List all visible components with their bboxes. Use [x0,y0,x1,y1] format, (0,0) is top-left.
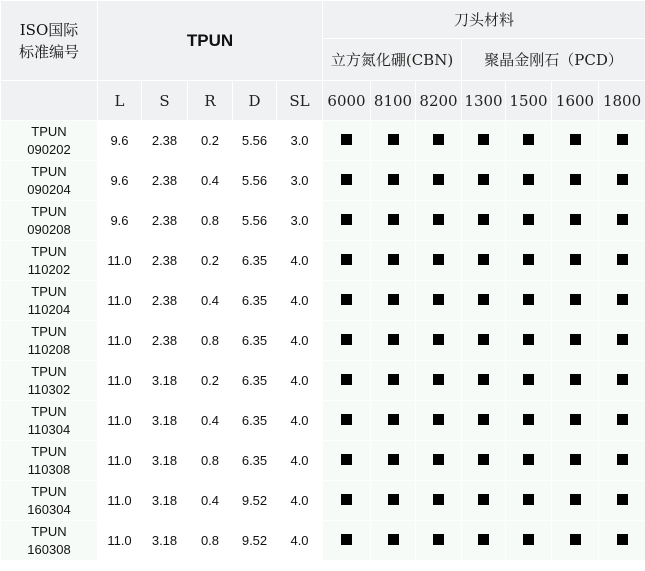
table-row [1,521,645,561]
dim-cell-D: 6.35 [233,281,277,321]
model-series: TPUN [31,283,67,299]
filled-square-icon [341,494,352,505]
dim-cell-R: 0.4 [188,161,233,201]
filled-square-icon [570,214,581,225]
filled-square-icon [433,254,444,265]
filled-square-icon [617,454,628,465]
filled-square-icon [570,374,581,385]
pcd-group-header: 聚晶金刚石（PCD） [462,39,645,81]
filled-square-icon [433,494,444,505]
availability-cell-8200 [416,441,462,481]
dim-cell-S: 2.38 [142,241,188,281]
filled-square-icon [478,134,489,145]
dim-cell-D: 6.35 [233,321,277,361]
table-row [1,441,645,481]
dim-cell-L: 11.0 [98,401,142,441]
filled-square-icon [388,414,399,425]
filled-square-icon [617,214,628,225]
availability-cell-1800 [599,121,645,161]
iso-header [1,1,98,81]
filled-square-icon [523,534,534,545]
dim-cell-SL: 4.0 [277,401,323,441]
filled-square-icon [570,134,581,145]
model-code-cell [1,161,98,201]
filled-square-icon [388,294,399,305]
availability-cell-1600 [552,121,599,161]
filled-square-icon [523,454,534,465]
filled-square-icon [433,174,444,185]
dim-cell-L: 11.0 [98,441,142,481]
filled-square-icon [433,134,444,145]
availability-cell-8200 [416,361,462,401]
availability-cell-1500 [506,401,552,441]
dim-cell-S: 2.38 [142,281,188,321]
col-header-8100: 8100 [371,81,416,121]
filled-square-icon [478,214,489,225]
model-number: 160308 [27,541,71,557]
availability-cell-6000 [323,201,371,241]
dim-cell-D: 6.35 [233,361,277,401]
dim-cell-L: 11.0 [98,361,142,401]
filled-square-icon [388,534,399,545]
dim-cell-S: 3.18 [142,401,188,441]
filled-square-icon [570,294,581,305]
availability-cell-8200 [416,241,462,281]
availability-cell-1500 [506,161,552,201]
model-number: 110204 [27,301,71,317]
availability-cell-8200 [416,281,462,321]
filled-square-icon [570,534,581,545]
filled-square-icon [478,494,489,505]
availability-cell-8100 [371,441,416,481]
filled-square-icon [617,534,628,545]
dim-cell-R: 0.8 [188,441,233,481]
availability-cell-1300 [462,121,506,161]
dim-cell-L: 11.0 [98,521,142,561]
availability-cell-6000 [323,521,371,561]
filled-square-icon [341,374,352,385]
availability-cell-1600 [552,481,599,521]
dim-cell-D: 5.56 [233,201,277,241]
col-header-1600: 1600 [552,81,599,121]
model-number: 110302 [27,381,71,397]
dim-cell-L: 11.0 [98,241,142,281]
filled-square-icon [570,334,581,345]
filled-square-icon [341,334,352,345]
availability-cell-1300 [462,361,506,401]
filled-square-icon [523,134,534,145]
col-header-D: D [233,81,277,121]
availability-cell-1800 [599,161,645,201]
availability-cell-1800 [599,281,645,321]
availability-cell-6000 [323,401,371,441]
availability-cell-1800 [599,401,645,441]
material-header: 刀头材料 [323,1,645,39]
availability-cell-1500 [506,521,552,561]
dim-cell-L: 11.0 [98,481,142,521]
model-code-cell [1,241,98,281]
model-number: 160304 [27,501,71,517]
dim-cell-SL: 4.0 [277,481,323,521]
availability-cell-8100 [371,521,416,561]
filled-square-icon [617,414,628,425]
availability-cell-8200 [416,161,462,201]
dim-cell-S: 2.38 [142,161,188,201]
availability-cell-8100 [371,321,416,361]
filled-square-icon [523,174,534,185]
availability-cell-1600 [552,361,599,401]
filled-square-icon [478,294,489,305]
model-series: TPUN [31,243,67,259]
filled-square-icon [523,374,534,385]
dim-cell-SL: 4.0 [277,321,323,361]
model-series: TPUN [31,363,67,379]
model-code-cell [1,521,98,561]
availability-cell-6000 [323,281,371,321]
filled-square-icon [523,414,534,425]
availability-cell-8200 [416,201,462,241]
availability-cell-1600 [552,321,599,361]
availability-cell-8100 [371,201,416,241]
dim-cell-SL: 4.0 [277,521,323,561]
filled-square-icon [617,174,628,185]
model-number: 110308 [27,461,71,477]
col-header-6000: 6000 [323,81,371,121]
availability-cell-1800 [599,521,645,561]
dim-cell-L: 11.0 [98,321,142,361]
filled-square-icon [478,174,489,185]
filled-square-icon [341,534,352,545]
dim-cell-R: 0.4 [188,481,233,521]
table-row [1,361,645,401]
dim-cell-D: 6.35 [233,441,277,481]
availability-cell-8200 [416,321,462,361]
model-code-cell [1,121,98,161]
filled-square-icon [478,534,489,545]
dim-cell-SL: 4.0 [277,361,323,401]
filled-square-icon [341,414,352,425]
availability-cell-1300 [462,481,506,521]
column-header-row [1,81,645,121]
availability-cell-1300 [462,321,506,361]
model-number: 090202 [27,141,71,157]
availability-cell-6000 [323,121,371,161]
filled-square-icon [570,414,581,425]
availability-cell-8200 [416,521,462,561]
dim-cell-L: 9.6 [98,121,142,161]
availability-cell-8100 [371,281,416,321]
dim-cell-SL: 4.0 [277,241,323,281]
filled-square-icon [617,374,628,385]
model-code-cell [1,201,98,241]
filled-square-icon [478,254,489,265]
availability-cell-6000 [323,241,371,281]
availability-cell-8100 [371,161,416,201]
col-header-1800: 1800 [599,81,645,121]
dim-cell-R: 0.8 [188,321,233,361]
filled-square-icon [570,254,581,265]
availability-cell-8100 [371,401,416,441]
model-series: TPUN [31,323,67,339]
availability-cell-1300 [462,401,506,441]
dim-cell-D: 5.56 [233,161,277,201]
availability-cell-1800 [599,481,645,521]
model-code-cell [1,281,98,321]
model-series: TPUN [31,483,67,499]
model-code-cell [1,401,98,441]
availability-cell-1500 [506,241,552,281]
availability-cell-1500 [506,361,552,401]
filled-square-icon [388,334,399,345]
table-row [1,321,645,361]
filled-square-icon [570,494,581,505]
col-header-SL: SL [277,81,323,121]
model-number: 110202 [27,261,71,277]
filled-square-icon [341,254,352,265]
dim-cell-L: 9.6 [98,161,142,201]
availability-cell-1300 [462,281,506,321]
filled-square-icon [433,534,444,545]
filled-square-icon [433,454,444,465]
dim-cell-L: 9.6 [98,201,142,241]
filled-square-icon [523,334,534,345]
filled-square-icon [433,374,444,385]
filled-square-icon [523,494,534,505]
dim-cell-S: 3.18 [142,361,188,401]
model-series: TPUN [31,523,67,539]
dim-cell-S: 2.38 [142,121,188,161]
availability-cell-1500 [506,441,552,481]
model-code-cell [1,441,98,481]
dim-cell-SL: 3.0 [277,161,323,201]
availability-cell-1500 [506,281,552,321]
table-row [1,281,645,321]
model-header: TPUN [98,1,323,81]
table-row [1,161,645,201]
availability-cell-1500 [506,321,552,361]
dim-cell-D: 5.56 [233,121,277,161]
filled-square-icon [523,294,534,305]
filled-square-icon [341,294,352,305]
dim-cell-D: 6.35 [233,401,277,441]
availability-cell-1800 [599,361,645,401]
col-header-L: L [98,81,142,121]
filled-square-icon [388,134,399,145]
dim-cell-S: 2.38 [142,201,188,241]
filled-square-icon [433,214,444,225]
filled-square-icon [341,454,352,465]
availability-cell-6000 [323,161,371,201]
col-header-8200: 8200 [416,81,462,121]
dim-cell-S: 3.18 [142,441,188,481]
filled-square-icon [478,334,489,345]
filled-square-icon [388,454,399,465]
model-number: 110208 [27,341,71,357]
dim-cell-SL: 4.0 [277,441,323,481]
iso-label-line2: 标准编号 [18,42,79,61]
availability-cell-8100 [371,121,416,161]
availability-cell-1600 [552,161,599,201]
dim-cell-SL: 3.0 [277,121,323,161]
availability-cell-1600 [552,521,599,561]
model-code-cell [1,481,98,521]
dim-cell-R: 0.4 [188,401,233,441]
model-number: 110304 [27,421,71,437]
table-row [1,121,645,161]
availability-cell-1300 [462,521,506,561]
availability-cell-1300 [462,241,506,281]
filled-square-icon [341,134,352,145]
dim-cell-SL: 4.0 [277,281,323,321]
filled-square-icon [478,454,489,465]
model-number: 090204 [27,181,71,197]
availability-cell-1800 [599,201,645,241]
table-row [1,201,645,241]
availability-cell-6000 [323,361,371,401]
dim-cell-R: 0.8 [188,201,233,241]
filled-square-icon [523,214,534,225]
filled-square-icon [617,254,628,265]
availability-cell-1800 [599,441,645,481]
col-header-R: R [188,81,233,121]
dim-cell-S: 2.38 [142,321,188,361]
model-code-cell [1,361,98,401]
iso-label-line1: ISO国际 [19,20,79,39]
filled-square-icon [388,174,399,185]
table-row [1,241,645,281]
availability-cell-8200 [416,121,462,161]
dim-cell-R: 0.4 [188,281,233,321]
availability-cell-1300 [462,201,506,241]
availability-cell-8100 [371,241,416,281]
availability-cell-1600 [552,201,599,241]
table-row [1,401,645,441]
dim-cell-D: 9.52 [233,521,277,561]
availability-cell-1500 [506,201,552,241]
availability-cell-8100 [371,361,416,401]
col-header-1500: 1500 [506,81,552,121]
cbn-group-header: 立方氮化硼(CBN) [323,39,462,81]
filled-square-icon [388,374,399,385]
availability-cell-1500 [506,121,552,161]
availability-cell-1600 [552,281,599,321]
filled-square-icon [341,214,352,225]
model-series: TPUN [31,403,67,419]
blank-header-cell [1,81,98,121]
filled-square-icon [570,454,581,465]
availability-cell-6000 [323,441,371,481]
availability-cell-6000 [323,321,371,361]
availability-cell-6000 [323,481,371,521]
model-code-cell [1,321,98,361]
filled-square-icon [433,334,444,345]
dim-cell-D: 9.52 [233,481,277,521]
filled-square-icon [388,214,399,225]
filled-square-icon [617,334,628,345]
filled-square-icon [388,494,399,505]
filled-square-icon [341,174,352,185]
availability-cell-1600 [552,241,599,281]
availability-cell-8200 [416,401,462,441]
col-header-S: S [142,81,188,121]
filled-square-icon [478,374,489,385]
dim-cell-SL: 3.0 [277,201,323,241]
model-series: TPUN [31,203,67,219]
model-number: 090208 [27,221,71,237]
filled-square-icon [617,294,628,305]
dim-cell-R: 0.2 [188,121,233,161]
model-series: TPUN [31,123,67,139]
availability-cell-8200 [416,481,462,521]
availability-cell-1500 [506,481,552,521]
availability-cell-1600 [552,441,599,481]
dim-cell-S: 3.18 [142,521,188,561]
table-row [1,481,645,521]
availability-cell-8100 [371,481,416,521]
filled-square-icon [478,414,489,425]
availability-cell-1300 [462,441,506,481]
filled-square-icon [570,174,581,185]
dim-cell-R: 0.8 [188,521,233,561]
availability-cell-1300 [462,161,506,201]
filled-square-icon [433,294,444,305]
availability-cell-1800 [599,321,645,361]
dim-cell-D: 6.35 [233,241,277,281]
model-series: TPUN [31,163,67,179]
filled-square-icon [388,254,399,265]
dim-cell-R: 0.2 [188,241,233,281]
filled-square-icon [617,134,628,145]
model-series: TPUN [31,443,67,459]
dim-cell-S: 3.18 [142,481,188,521]
col-header-1300: 1300 [462,81,506,121]
availability-cell-1800 [599,241,645,281]
availability-cell-1600 [552,401,599,441]
dim-cell-L: 11.0 [98,281,142,321]
filled-square-icon [523,254,534,265]
dim-cell-R: 0.2 [188,361,233,401]
filled-square-icon [433,414,444,425]
filled-square-icon [617,494,628,505]
